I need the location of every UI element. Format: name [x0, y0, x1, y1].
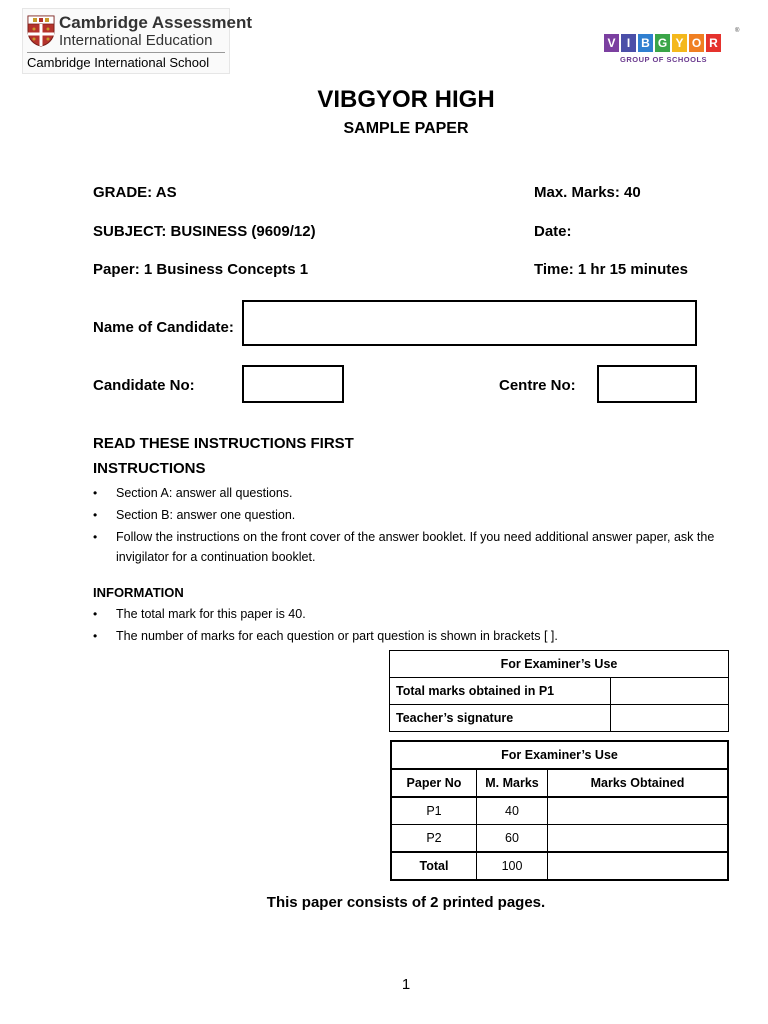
examiner-table-1-heading: For Examiner’s Use: [390, 651, 729, 678]
candidate-name-label: Name of Candidate:: [93, 319, 234, 336]
max-marks-label: Max. Marks: 40: [534, 184, 641, 201]
instructions-list: [93, 483, 733, 569]
list-item: • Follow the instructions on the front cover of the answer booklet. If you need additional answer paper, ask the invigilator for a continuation booklet.: [93, 527, 733, 567]
page-title: VIBGYOR HIGH: [317, 86, 495, 113]
column-header: M. Marks: [477, 769, 548, 797]
examiner-table-2-heading: For Examiner’s Use: [391, 741, 728, 769]
grade-label: GRADE: AS: [93, 184, 177, 201]
paper-label: Paper: 1 Business Concepts 1: [93, 261, 309, 278]
list-item: • Section B: answer one question.: [93, 505, 733, 525]
teacher-signature-cell[interactable]: [611, 705, 729, 732]
vibgyor-letter: R: [706, 34, 721, 52]
total-marks-label: Total marks obtained in P1: [390, 678, 611, 705]
column-header: Marks Obtained: [548, 769, 729, 797]
table-row: [390, 678, 729, 705]
information-heading: INFORMATION: [93, 585, 184, 600]
vibgyor-letters: [604, 34, 744, 52]
table-row: [391, 797, 728, 825]
printed-pages-note: This paper consists of 2 printed pages.: [266, 894, 546, 911]
page-number: 1: [401, 976, 411, 993]
list-item: • The number of marks for each question or part question is shown in brackets [ ].: [93, 626, 733, 646]
read-instructions-heading: READ THESE INSTRUCTIONS FIRST: [93, 435, 354, 452]
cambridge-shield-icon: [27, 15, 55, 47]
candidate-number-label: Candidate No:: [93, 377, 195, 394]
vibgyor-letter: I: [621, 34, 636, 52]
instructions-heading: INSTRUCTIONS: [93, 460, 206, 477]
date-label: Date:: [534, 223, 572, 240]
cambridge-divider: [27, 52, 225, 53]
cambridge-line-1: Cambridge Assessment: [59, 13, 253, 32]
subject-label: SUBJECT: BUSINESS (9609/12): [93, 223, 316, 240]
paper-no-cell: P2: [391, 825, 477, 853]
paper-no-cell: P1: [391, 797, 477, 825]
cambridge-line-2: International Education: [59, 32, 213, 49]
centre-number-field[interactable]: [597, 365, 697, 403]
marks-obtained-cell[interactable]: [548, 852, 729, 880]
marks-obtained-cell[interactable]: [548, 825, 729, 853]
vibgyor-registered-mark: ®: [735, 28, 740, 34]
vibgyor-letter: Y: [672, 34, 687, 52]
information-list: [93, 604, 733, 648]
vibgyor-letter: G: [655, 34, 670, 52]
centre-number-label: Centre No:: [499, 377, 576, 394]
table-row: [390, 705, 729, 732]
vibgyor-letter: O: [689, 34, 704, 52]
vibgyor-subtitle: GROUP OF SCHOOLS: [620, 55, 708, 64]
list-item: • Section A: answer all questions.: [93, 483, 733, 503]
teacher-signature-label: Teacher’s signature: [390, 705, 611, 732]
table-row: [391, 741, 728, 769]
marks-obtained-cell[interactable]: [548, 797, 729, 825]
max-marks-cell: 40: [477, 797, 548, 825]
list-item: • The total mark for this paper is 40.: [93, 604, 733, 624]
vibgyor-letter: B: [638, 34, 653, 52]
column-header: Paper No: [391, 769, 477, 797]
time-label: Time: 1 hr 15 minutes: [534, 261, 688, 278]
max-marks-cell: 100: [477, 852, 548, 880]
total-marks-cell[interactable]: [611, 678, 729, 705]
table-row: [391, 769, 728, 797]
examiner-table-1: [389, 650, 729, 732]
examiner-table-2: [390, 740, 729, 881]
candidate-name-field[interactable]: [242, 300, 697, 346]
table-row: [390, 651, 729, 678]
candidate-number-field[interactable]: [242, 365, 344, 403]
paper-no-cell: Total: [391, 852, 477, 880]
cambridge-logo: [22, 8, 253, 74]
table-row: [391, 825, 728, 853]
cambridge-line-3: Cambridge International School: [27, 55, 210, 70]
table-row: [391, 852, 728, 880]
max-marks-cell: 60: [477, 825, 548, 853]
page-subtitle: SAMPLE PAPER: [343, 120, 469, 137]
vibgyor-letter: V: [604, 34, 619, 52]
vibgyor-logo: [604, 28, 744, 70]
